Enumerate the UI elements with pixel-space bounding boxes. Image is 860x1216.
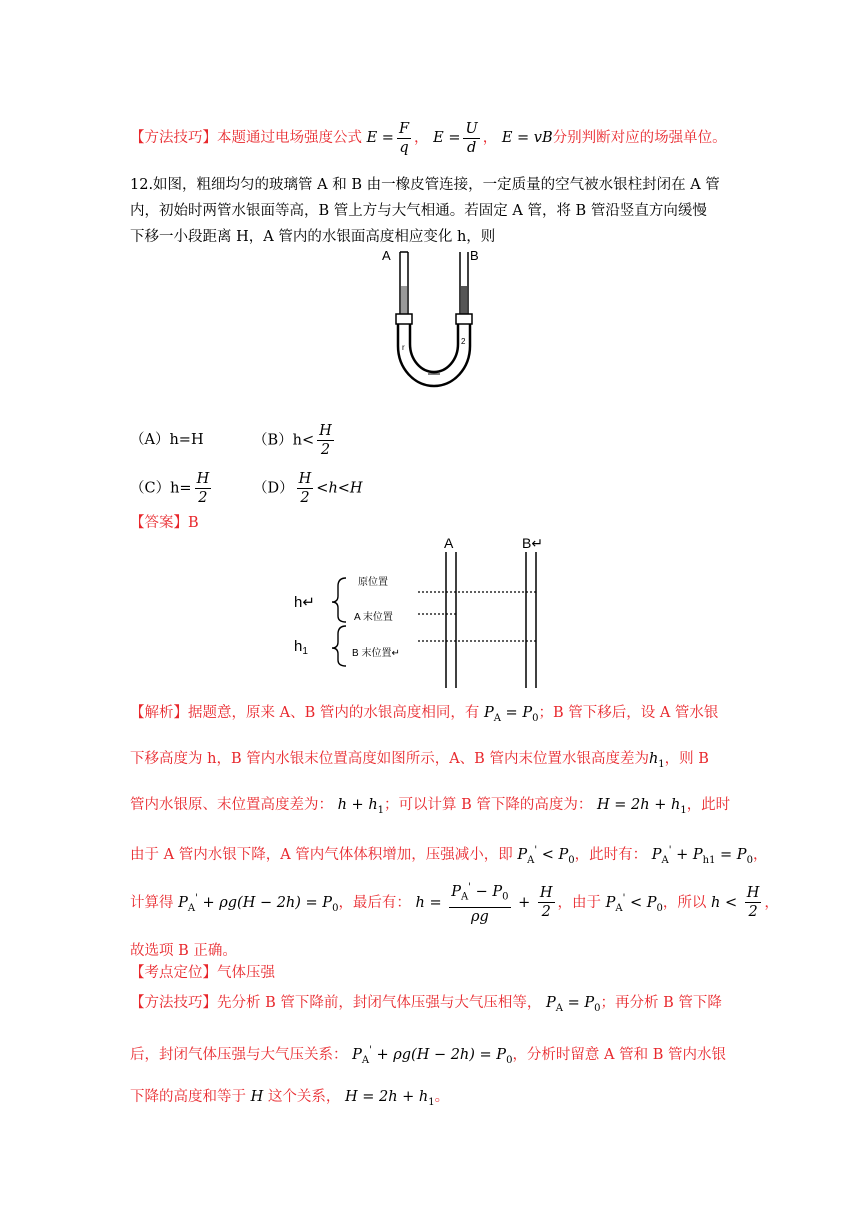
svg-text:r: r: [402, 343, 405, 352]
analysis-line-6: 故选项 B 正确。: [130, 943, 237, 959]
tube-label-a: A: [444, 535, 454, 551]
formula-rho-g: $P_A' + \rho g(H - 2h) = P_0$: [178, 893, 339, 914]
formula-e-u-d: E =: [433, 130, 461, 146]
analysis-line-4: 由于 A 管内水银下降，A 管内气体体积增加，压强减小，即 $P_A' < P_0$，此时有： $P_A' + P_{h1} = P_0$，: [130, 845, 768, 866]
option-c: （C）h= $\frac{H}{2}$: [130, 471, 210, 506]
formula-e-f-q: E =: [366, 130, 394, 146]
method-tip-2-line-3: 下降的高度和等于 H 这个关系， $H = 2h + h_1$。: [130, 1089, 450, 1108]
fraction-h-2: $\frac{H}{2}$: [319, 423, 332, 458]
label-a-end-position: A 末位置: [354, 612, 393, 623]
option-b: （B）h< $\frac{H}{2}$: [253, 423, 332, 458]
option-a: （A）h=H: [130, 432, 204, 448]
question-line-2: 内，初始时两管水银面等高，B 管上方与大气相通。若固定 A 管，将 B 管沿竖直方向缓慢: [130, 203, 707, 219]
analysis-line-2: 下移高度为 h，B 管内水银末位置高度如图所示，A、B 管内末位置水银高度差为$h_1$，则 B: [130, 751, 709, 770]
fraction-h-2: $\frac{H}{2}$: [196, 471, 210, 506]
formula-pa-lt-p0: $P_A' < P_0$: [605, 893, 663, 914]
answer-line: 【答案】B: [130, 515, 199, 531]
formula-pressure-balance: $P_A' + P_{h1} = P_0$: [651, 845, 753, 866]
question-line-1: 12.如图，粗细均匀的玻璃管 A 和 B 由一橡皮管连接，一定质量的空气被水银柱封闭在 A 管: [130, 177, 720, 193]
fraction-h-2: $\frac{H}{2}$: [298, 471, 312, 506]
formula-h1: $h_1$: [648, 751, 665, 770]
formula-h-equals-2h-h1: $H = 2h + h_1$: [344, 1089, 435, 1108]
fraction-f-q: $\frac{F}{q}$: [398, 120, 410, 156]
location-line: 【考点定位】气体压强: [130, 965, 275, 981]
height-diagram: [288, 530, 552, 690]
analysis-line-3: 管内水银原、末位置高度差为： $h + h_1$；可以计算 B 管下降的高度为： $H = 2h + h_1$，此时: [130, 797, 731, 816]
fraction-u-d: $\frac{U}{d}$: [465, 120, 478, 156]
analysis-line-5: 计算得 $P_A' + \rho g(H - 2h) = P_0$，最后有： h = $\frac{P_A' - P_0}{\rho g}$ + $\frac{H}{2}$ ，由于 $P_A' < P_0$，所以 h < $\frac{H}{2}$ ，: [130, 876, 730, 922]
option-d: （D） $\frac{H}{2}$ <h<H: [253, 471, 363, 506]
formula-h-plus-h1: $h + h_1$: [337, 797, 385, 816]
tip-tag: 【方法技巧】: [130, 130, 217, 146]
answer-value: B: [188, 515, 199, 531]
formula-h-lt-h2: h < $\frac{H}{2}$: [711, 885, 760, 921]
u-tube-figure: [378, 246, 488, 394]
tube-label-b: B↵: [522, 535, 544, 551]
analysis-line-1: 【解析】据题意，原来 A、B 管内的水银高度相同，有 $P_A = P_0$；B 管下移后，设 A 管水银: [130, 705, 719, 724]
svg-text:2: 2: [461, 337, 466, 346]
method-tip-2-line-1: 【方法技巧】先分析 B 管下降前，封闭气体压强与大气压相等， $P_A = P_0$；再分析 B 管下降: [130, 995, 722, 1014]
label-original-position: 原位置: [358, 577, 388, 588]
formula-h-result: h = $\frac{P_A' - P_0}{\rho g}$ + $\frac{H}{2}$: [416, 895, 558, 911]
formula-pa-p0: $P_A = P_0$: [545, 995, 601, 1014]
formula-rho-g: $P_A' + \rho g(H - 2h) = P_0$: [352, 1045, 513, 1066]
label-h: h↵: [294, 594, 315, 611]
tube-label-a: A: [382, 248, 391, 263]
method-tip-2-line-2: 后，封闭气体压强与大气压关系： $P_A' + \rho g(H - 2h) = P_0$，分析时留意 A 管和 B 管内水银: [130, 1045, 726, 1066]
method-tip-1: 【方法技巧】本题通过电场强度公式 E = $\frac{F}{q}$ ， E = $\frac{U}{d}$ ， E = vB分别判断对应的场强单位。: [130, 120, 727, 156]
formula-pa-p0: $P_A = P_0$: [483, 705, 539, 724]
location-value: 气体压强: [217, 965, 275, 981]
formula-pa-lt-p0: $P_A' < P_0$: [517, 845, 575, 866]
label-h1: $h_1$: [294, 638, 308, 657]
tube-label-b: B: [470, 248, 479, 263]
question-line-3: 下移一小段距离 H，A 管内的水银面高度相应变化 h，则: [130, 229, 496, 245]
formula-h-equals-2h-h1: $H = 2h + h_1$: [597, 797, 687, 816]
label-b-end-position: B 末位置↵: [352, 648, 400, 659]
formula-e-vb: E = vB: [501, 130, 553, 146]
